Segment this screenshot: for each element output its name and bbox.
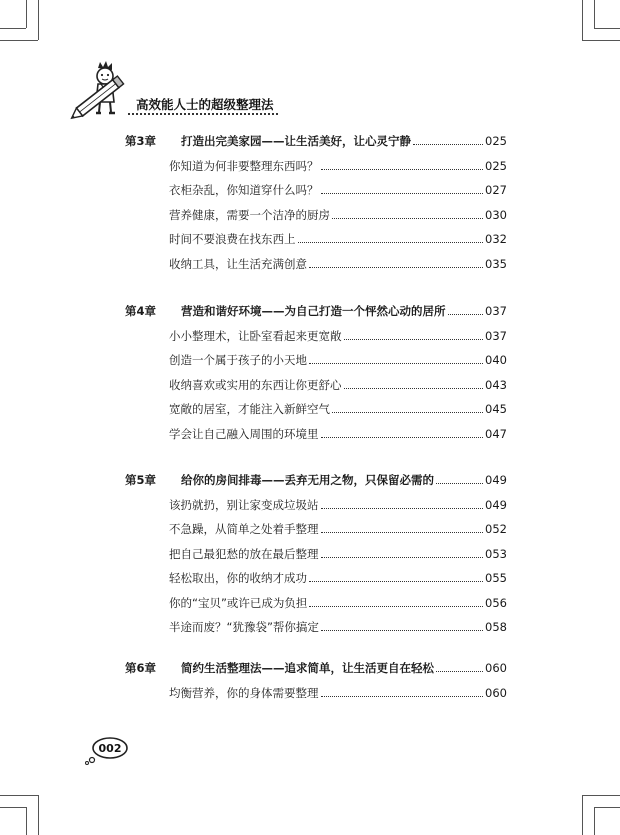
toc-chapter-row[interactable] — [125, 304, 507, 318]
dot-leader — [298, 242, 484, 243]
section-title: 营养健康，需要一个洁净的厨房 — [169, 207, 330, 222]
dot-leader — [309, 606, 483, 607]
toc-section-row[interactable] — [169, 402, 507, 416]
dot-leader — [448, 314, 484, 315]
toc-section-row[interactable] — [169, 329, 507, 343]
section-title: 创造一个属于孩子的小天地 — [169, 353, 307, 367]
dot-leader — [321, 696, 484, 697]
toc-section-row[interactable] — [169, 571, 507, 585]
dot-leader — [413, 144, 483, 145]
page-number-badge — [84, 735, 134, 765]
chapter-title: 给你的房间排毒——丢弃无用之物，只保留必需的 — [181, 473, 434, 487]
section-page: 025 — [485, 158, 507, 173]
page-number: 002 — [98, 742, 122, 755]
chapter-title: 营造和谐好环境——为自己打造一个怦然心动的居所 — [181, 304, 446, 318]
toc-section-row[interactable] — [169, 353, 507, 367]
chapter-number: 第3章 — [125, 134, 157, 148]
toc-section-row[interactable] — [169, 547, 507, 561]
dot-leader — [321, 557, 484, 558]
chapter-page: 037 — [485, 304, 507, 318]
toc-section-row[interactable] — [169, 686, 507, 700]
chapter-title: 简约生活整理法——追求简单，让生活更自在轻松 — [181, 661, 434, 675]
section-page: 052 — [485, 522, 507, 536]
section-title: 衣柜杂乱，你知道穿什么吗？ — [169, 183, 319, 197]
section-page: 049 — [485, 497, 507, 512]
dot-leader — [309, 581, 483, 582]
chapter-number: 第4章 — [125, 304, 157, 318]
dot-leader — [332, 218, 483, 219]
dot-leader — [436, 483, 483, 484]
section-page: 035 — [485, 256, 507, 271]
section-title: 半途而废？“犹豫袋”帮你搞定 — [169, 620, 319, 634]
toc-section-row[interactable] — [169, 522, 507, 536]
dot-leader — [321, 508, 484, 509]
dot-leader — [344, 388, 484, 389]
section-page: 045 — [485, 402, 507, 416]
section-title: 时间不要浪费在找东西上 — [169, 232, 296, 246]
section-page: 053 — [485, 546, 507, 561]
toc-section-row[interactable] — [169, 232, 507, 246]
toc-section-row[interactable] — [169, 498, 507, 512]
toc-section-row[interactable] — [169, 183, 507, 197]
section-page: 043 — [485, 377, 507, 392]
chapter-number: 第6章 — [125, 661, 157, 675]
toc-section-row[interactable] — [169, 159, 507, 173]
toc-chapter-row[interactable] — [125, 473, 507, 487]
section-title: 收纳喜欢或实用的东西让你更舒心 — [169, 377, 342, 392]
toc-section-row[interactable] — [169, 427, 507, 441]
section-title: 均衡营养，你的身体需要整理 — [169, 685, 319, 700]
section-title: 你知道为何非要整理东西吗？ — [169, 158, 319, 173]
dot-leader — [321, 532, 484, 533]
section-page: 056 — [485, 595, 507, 610]
toc-chapter-row[interactable] — [125, 661, 507, 675]
section-title: 你的“宝贝”或许已成为负担 — [169, 595, 308, 610]
dot-leader — [344, 339, 484, 340]
dot-leader — [321, 169, 484, 170]
section-title: 宽敞的居室，才能注入新鲜空气 — [169, 402, 330, 416]
dot-leader — [321, 437, 484, 438]
section-page: 032 — [485, 232, 507, 246]
toc-section-row[interactable] — [169, 208, 507, 222]
toc-section-row[interactable] — [169, 378, 507, 392]
section-title: 不急躁，从简单之处着手整理 — [169, 522, 319, 536]
toc-section-row[interactable] — [169, 620, 507, 634]
dot-leader — [321, 193, 484, 194]
toc-section-row[interactable] — [169, 596, 507, 610]
chapter-number: 第5章 — [125, 473, 157, 487]
running-header-title: 高效能人士的超级整理法 — [136, 97, 274, 112]
dot-leader — [332, 412, 483, 413]
chapter-page: 049 — [485, 473, 507, 487]
dot-leader — [436, 671, 483, 672]
section-title: 把自己最犯愁的放在最后整理 — [169, 546, 319, 561]
section-title: 该扔就扔，别让家变成垃圾站 — [169, 497, 319, 512]
chapter-title: 打造出完美家园——让生活美好，让心灵宁静 — [181, 134, 411, 148]
dot-leader — [321, 630, 483, 631]
section-title: 学会让自己融入周围的环境里 — [169, 426, 319, 441]
chapter-page: 060 — [485, 661, 507, 675]
section-page: 027 — [485, 183, 507, 197]
section-title: 小小整理术，让卧室看起来更宽敞 — [169, 328, 342, 343]
section-page: 037 — [485, 328, 507, 343]
section-page: 058 — [485, 620, 507, 634]
section-title: 收纳工具，让生活充满创意 — [169, 256, 307, 271]
section-page: 030 — [485, 207, 507, 222]
section-page: 040 — [485, 353, 507, 367]
section-page: 060 — [485, 685, 507, 700]
toc-section-row[interactable] — [169, 257, 507, 271]
section-title: 轻松取出，你的收纳才成功 — [169, 571, 307, 585]
dot-leader — [309, 363, 483, 364]
section-page: 047 — [485, 426, 507, 441]
chapter-page: 025 — [485, 134, 507, 148]
section-page: 055 — [485, 571, 507, 585]
dot-leader — [309, 267, 483, 268]
toc-chapter-row[interactable] — [125, 134, 507, 148]
